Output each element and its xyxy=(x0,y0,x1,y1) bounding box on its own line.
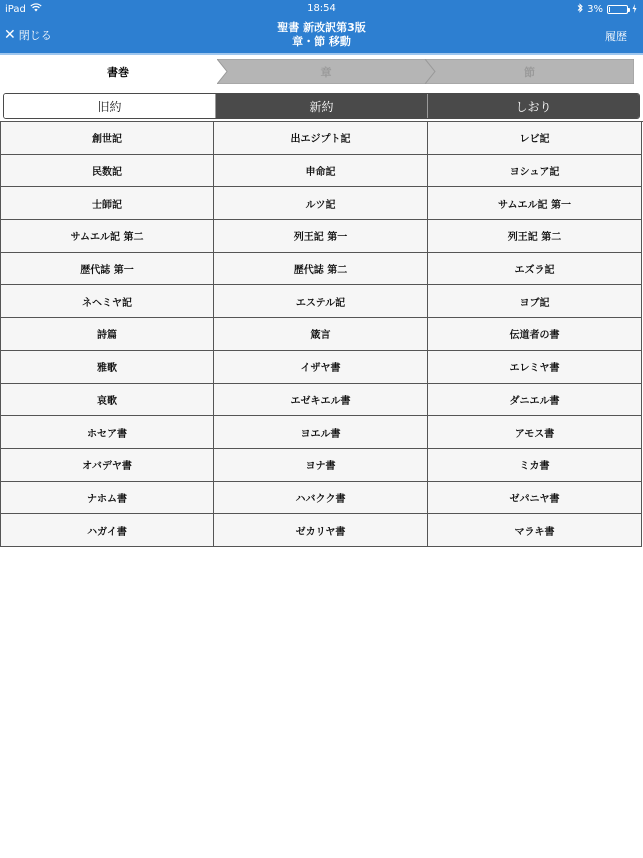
book-cell[interactable]: ダニエル書 xyxy=(428,384,642,417)
book-cell[interactable]: ヨシュア記 xyxy=(428,155,642,188)
book-cell[interactable]: マラキ書 xyxy=(428,514,642,547)
history-button[interactable]: 履歴 xyxy=(605,30,627,43)
book-cell[interactable]: ヨエル書 xyxy=(214,416,428,449)
book-cell[interactable]: オバデヤ書 xyxy=(1,449,214,482)
book-cell[interactable]: 詩篇 xyxy=(1,318,214,351)
segment-bookmarks[interactable]: しおり xyxy=(427,94,639,118)
carrier-label: iPad xyxy=(5,3,26,15)
book-cell[interactable]: エゼキエル書 xyxy=(214,384,428,417)
charging-icon xyxy=(632,4,637,16)
battery-icon xyxy=(607,5,628,14)
testament-segmented-control xyxy=(3,93,640,119)
book-cell[interactable]: ネヘミヤ記 xyxy=(1,285,214,318)
book-cell[interactable]: ヨブ記 xyxy=(428,285,642,318)
step-breadcrumb xyxy=(9,59,634,84)
book-cell[interactable]: ゼパニヤ書 xyxy=(428,482,642,515)
book-cell[interactable]: サムエル記 第二 xyxy=(1,220,214,253)
book-cell[interactable]: 歴代誌 第二 xyxy=(214,253,428,286)
book-cell[interactable]: エレミヤ書 xyxy=(428,351,642,384)
book-cell[interactable]: ハガイ書 xyxy=(1,514,214,547)
battery-percent: 3% xyxy=(587,4,603,15)
page-title xyxy=(0,21,643,49)
book-cell[interactable]: アモス書 xyxy=(428,416,642,449)
book-cell[interactable]: 哀歌 xyxy=(1,384,214,417)
segment-new-testament[interactable]: 新約 xyxy=(215,94,427,118)
book-cell[interactable]: 箴言 xyxy=(214,318,428,351)
close-icon: ✕ xyxy=(4,26,16,43)
book-grid xyxy=(0,121,643,547)
book-cell[interactable]: ナホム書 xyxy=(1,482,214,515)
header-divider xyxy=(0,53,643,55)
book-cell[interactable]: 伝道者の書 xyxy=(428,318,642,351)
book-cell[interactable]: サムエル記 第一 xyxy=(428,187,642,220)
status-right xyxy=(577,3,637,16)
book-cell[interactable]: ミカ書 xyxy=(428,449,642,482)
status-time: 18:54 xyxy=(307,3,336,14)
step-verse-label: 節 xyxy=(524,65,535,79)
book-cell[interactable]: 創世記 xyxy=(1,122,214,155)
step-chapter[interactable] xyxy=(217,59,435,84)
step-book-label: 書巻 xyxy=(107,65,129,79)
book-cell[interactable]: 雅歌 xyxy=(1,351,214,384)
book-cell[interactable]: ヨナ書 xyxy=(214,449,428,482)
navigation-bar xyxy=(0,0,643,53)
segment-old-testament[interactable]: 旧約 xyxy=(4,94,215,118)
book-cell[interactable]: ハバクク書 xyxy=(214,482,428,515)
book-cell[interactable]: 列王記 第一 xyxy=(214,220,428,253)
book-cell[interactable]: レビ記 xyxy=(428,122,642,155)
battery-fill xyxy=(609,7,610,12)
title-line-1: 聖書 新改訳第3版 xyxy=(277,21,366,34)
title-line-2: 章・節 移動 xyxy=(292,35,351,48)
book-cell[interactable]: 民数記 xyxy=(1,155,214,188)
step-chapter-label: 章 xyxy=(320,65,332,79)
book-cell[interactable]: 列王記 第二 xyxy=(428,220,642,253)
bluetooth-icon xyxy=(577,3,583,16)
book-cell[interactable]: エズラ記 xyxy=(428,253,642,286)
step-book[interactable] xyxy=(9,59,227,84)
book-cell[interactable]: ホセア書 xyxy=(1,416,214,449)
status-bar xyxy=(0,0,643,17)
book-cell[interactable]: ゼカリヤ書 xyxy=(214,514,428,547)
step-verse[interactable] xyxy=(425,59,634,84)
book-cell[interactable]: 士師記 xyxy=(1,187,214,220)
book-cell[interactable]: エステル記 xyxy=(214,285,428,318)
close-label: 閉じる xyxy=(18,29,52,42)
book-cell[interactable]: イザヤ書 xyxy=(214,351,428,384)
book-cell[interactable]: ルツ記 xyxy=(214,187,428,220)
book-cell[interactable]: 出エジプト記 xyxy=(214,122,428,155)
book-cell[interactable]: 申命記 xyxy=(214,155,428,188)
book-cell[interactable]: 歴代誌 第一 xyxy=(1,253,214,286)
